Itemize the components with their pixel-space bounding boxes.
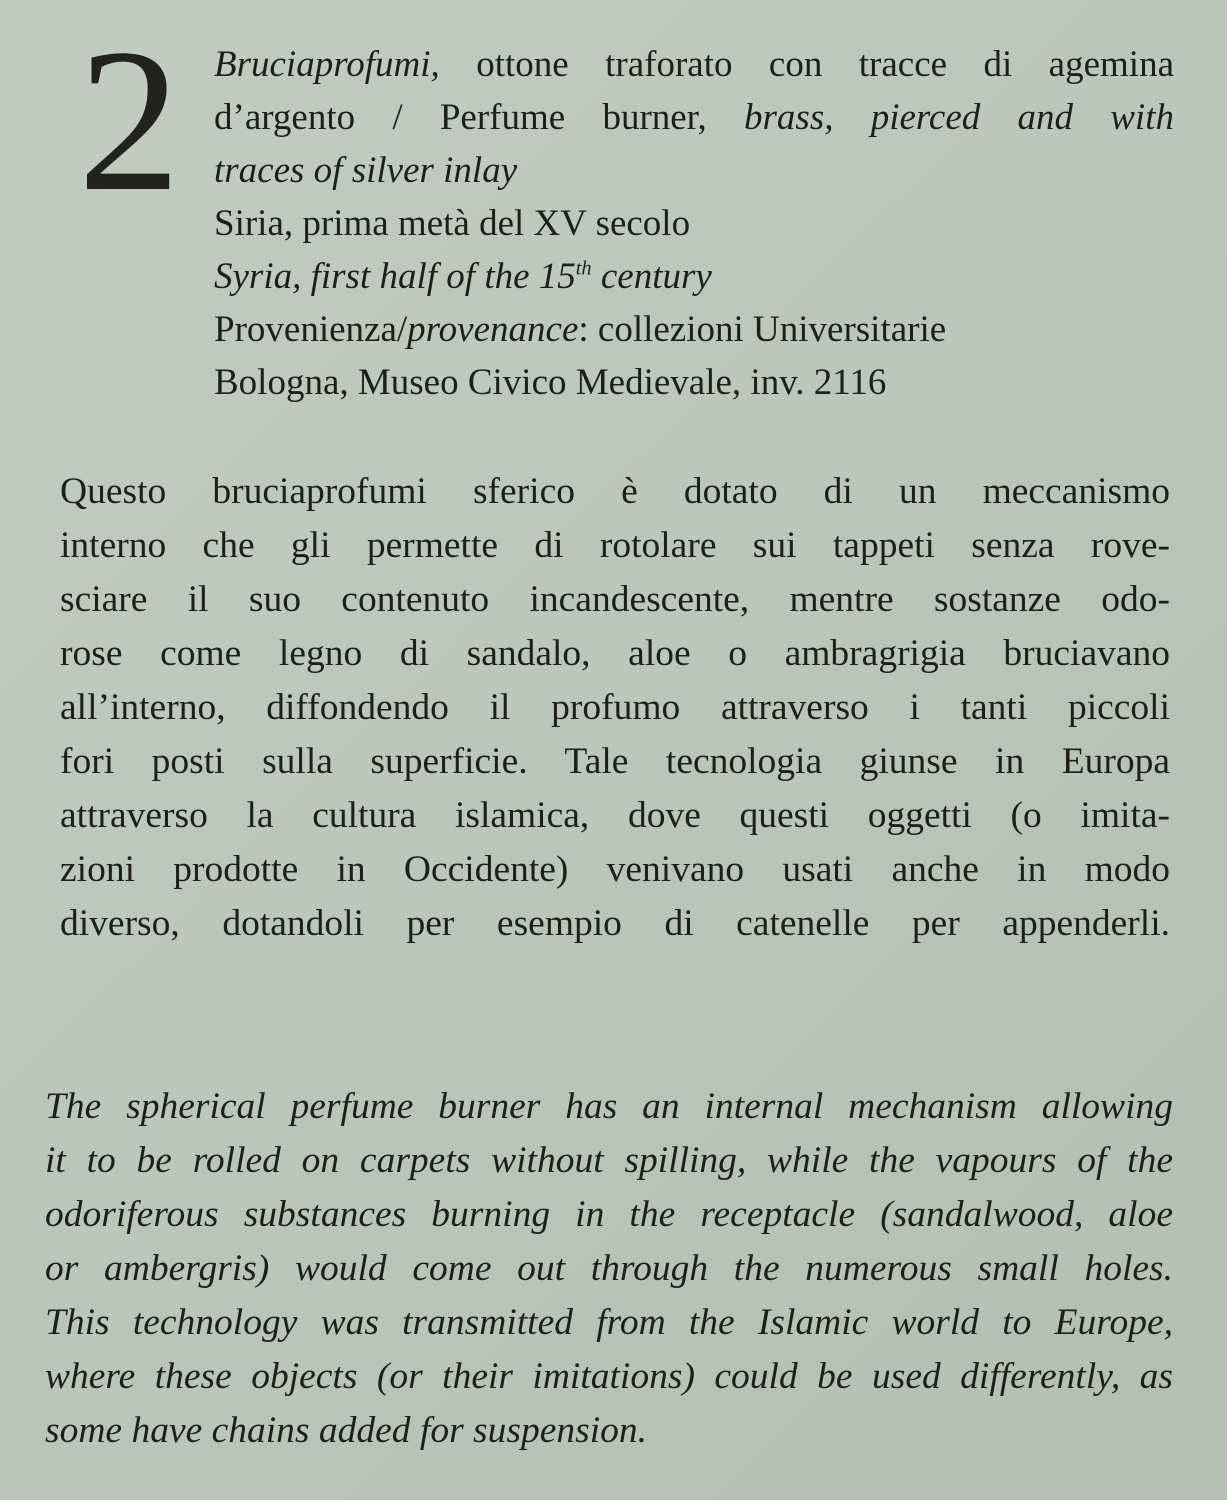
title-english: d’argento / Perfume burner,: [214, 97, 707, 138]
provenance: [214, 303, 1174, 356]
title-line-2: [214, 91, 1174, 144]
catalogue-number: 2: [78, 7, 181, 234]
title-material: ottone traforato con tracce di agemina: [439, 44, 1174, 85]
title-italian: Bruciaprofumi,: [214, 44, 440, 85]
date-english-superscript: th: [575, 257, 592, 280]
object-header: [214, 38, 1174, 409]
museum-location: Bologna, Museo Civico Medievale, inv. 2116: [214, 362, 887, 403]
english-line: or ambergris) would come out through the numerous small holes.: [45, 1248, 1173, 1289]
italian-line: all’interno, diffondendo il profumo attraverso i tanti piccoli: [60, 687, 1170, 728]
title-english-material: brass, pierced and with: [706, 97, 1174, 138]
english-line: This technology was transmitted from the Islamic world to Europe,: [45, 1302, 1173, 1343]
italian-line: sciare il suo contenuto incandescente, mentre sostanze odo-: [60, 579, 1170, 620]
english-line: odoriferous substances burning in the receptacle (sandalwood, aloe: [45, 1194, 1173, 1235]
english-description: [45, 1080, 1173, 1458]
italian-description: [60, 465, 1170, 951]
italian-line: fori posti sulla superficie. Tale tecnologia giunse in Europa: [60, 741, 1170, 782]
english-line: where these objects (or their imitations) could be used differently, as: [45, 1356, 1173, 1397]
italian-line: Questo bruciaprofumi sferico è dotato di un meccanismo: [60, 471, 1170, 512]
provenance-label-english: provenance: [407, 309, 579, 350]
italian-line: interno che gli permette di rotolare sui tappeti senza rove-: [60, 525, 1170, 566]
date-english: [214, 250, 1174, 303]
provenance-value: : collezioni Universitarie: [578, 309, 947, 350]
date-italian: Siria, prima metà del XV secolo: [214, 203, 691, 244]
italian-line: diverso, dotandoli per esempio di catenelle per appenderli.: [60, 903, 1170, 944]
english-line: it to be rolled on carpets without spilling, while the vapours of the: [45, 1140, 1173, 1181]
title-line-3: traces of silver inlay: [214, 150, 518, 191]
italian-line: attraverso la cultura islamica, dove questi oggetti (o imita-: [60, 795, 1170, 836]
date-english-text: Syria, first half of the 15: [214, 256, 576, 297]
english-line: The spherical perfume burner has an internal mechanism allowing: [45, 1086, 1173, 1127]
italian-line: rose come legno di sandalo, aloe o ambragrigia bruciavano: [60, 633, 1170, 674]
title-line: [214, 38, 1174, 91]
italian-line: zioni prodotte in Occidente) venivano usati anche in modo: [60, 849, 1170, 890]
provenance-label: Provenienza/: [214, 309, 408, 350]
date-english-end: century: [591, 256, 712, 297]
english-line: some have chains added for suspension.: [45, 1410, 648, 1451]
